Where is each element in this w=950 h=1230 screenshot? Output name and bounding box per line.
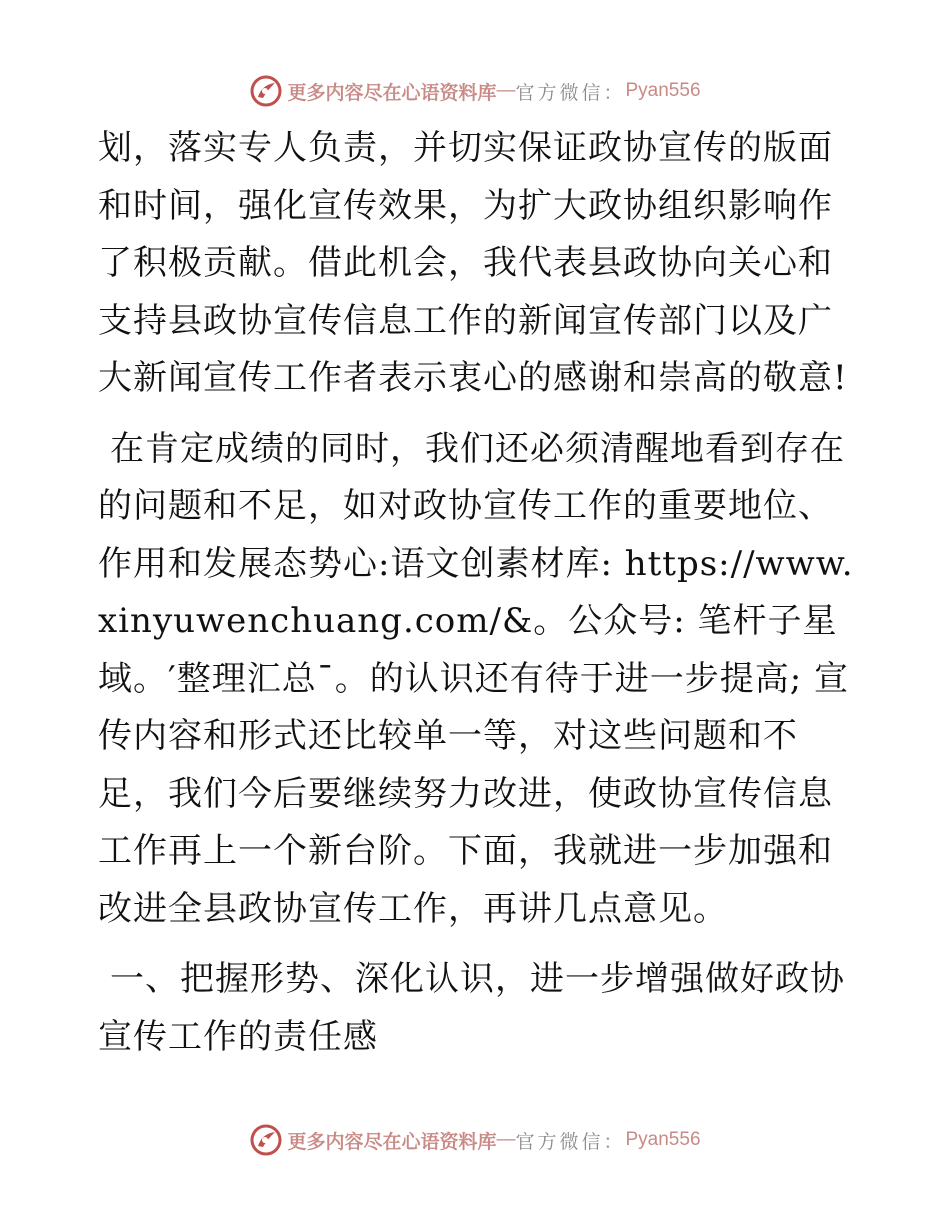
paragraph-1: 划，落实专人负责，并切实保证政协宣传的版面和时间，强化宣传效果，为扩大政协组织影响作了积极贡献。借此机会，我代表县政协向关心和支持县政协宣传信息工作的新闻宣传部门以及广大新闻宣传工作者表示衷心的感谢和崇高的敬意! [98,128,848,398]
banner-separator: — [496,80,516,101]
banner-account: Pyan556 [625,80,701,101]
paragraph-2: 在肯定成绩的同时，我们还必须清醒地看到存在的问题和不足，如对政协宣传工作的重要地位、作用和发展态势心:语文创素材库: https://www.xinyuwenchuang.com/&。公众号: 笔杆子星域。′整理汇总¯。的认识还有待于进一步提高; 宣传内容和形式还比较单一等，对这些问题和不足，我们今后要继续努力改进，使政协宣传信息工作再上一个新台阶。下面，我就进一步加强和改进全县政协宣传工作，再讲几点意见。 [98,428,854,929]
document-body [98,120,858,1066]
banner-wechat-label: 官方微信： [515,1130,626,1153]
banner-account: Pyan556 [625,1129,701,1150]
brand-logo-icon [249,74,283,108]
banner-brand-text: 更多内容尽在心语资料库 [287,81,497,104]
header-watermark [0,71,950,111]
paragraph-3-heading: 一、把握形势、深化认识，进一步增强做好政协宣传工作的责任感 [98,959,845,1057]
banner-wechat-label: 官方微信： [515,81,626,104]
banner-brand-text: 更多内容尽在心语资料库 [287,1130,497,1153]
brand-logo-icon [249,1123,283,1157]
banner-separator: — [496,1129,516,1150]
footer-watermark [0,1120,950,1160]
